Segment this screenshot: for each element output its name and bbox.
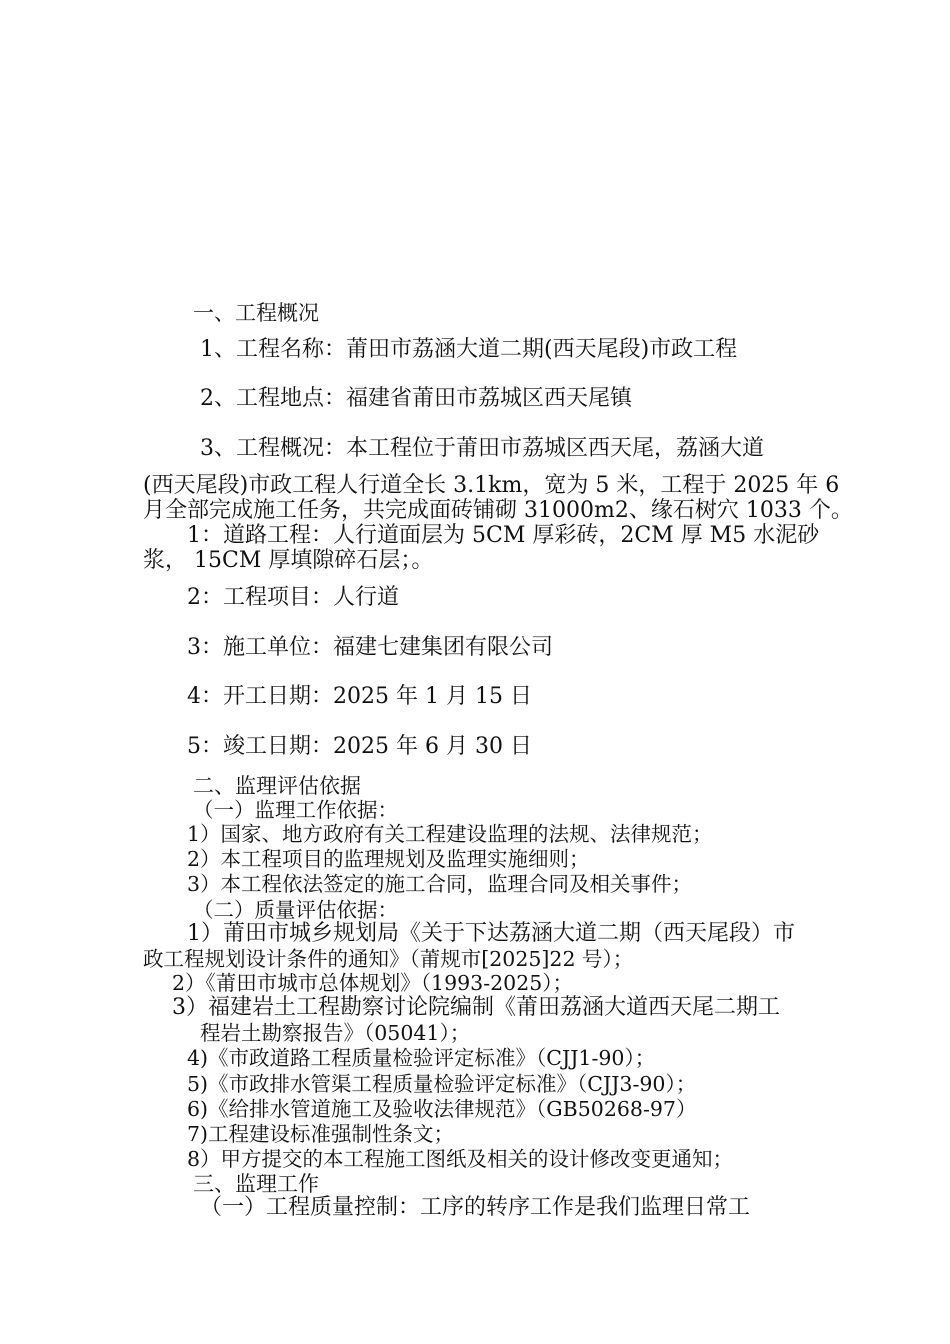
list-item: 5)《市政排水管渠工程质量检验评定标准》（CJJ3-90）；	[187, 1072, 697, 1096]
list-item: 6)《给排水管道施工及验收法律规范》（GB50268-97）	[187, 1097, 697, 1121]
section-heading-basis: 二、监理评估依据	[193, 774, 361, 798]
subsection-heading: （一）监理工作依据：	[193, 798, 398, 822]
road-works-line: 浆， 15CM 厚填隙碎石层；。	[143, 548, 434, 573]
list-item: 8）甲方提交的本工程施工图纸及相关的设计修改变更通知；	[187, 1147, 734, 1171]
contractor-line: 3：施工单位：福建七建集团有限公司	[187, 635, 553, 660]
road-works-line: 1：道路工程：人行道面层为 5CM 厚彩砖，2CM 厚 M5 水泥砂	[187, 523, 820, 548]
start-date-line: 4：开工日期：2025 年 1 月 15 日	[187, 684, 532, 709]
subsection-heading: （二）质量评估依据：	[193, 898, 398, 922]
section-heading-overview: 一、工程概况	[193, 301, 319, 325]
list-item: 7)工程建设标准强制性条文；	[187, 1122, 455, 1146]
list-item: 3）福建岩土工程勘察讨论院编制《莆田荔涵大道西天尾二期工	[172, 995, 780, 1020]
project-item-line: 2：工程项目：人行道	[187, 585, 399, 610]
list-item: 政工程规划设计条件的通知》（莆规市[2025]22 号）；	[143, 947, 634, 971]
list-item: 程岩土勘察报告》（05041）；	[200, 1021, 471, 1045]
project-summary-line: (西天尾段)市政工程人行道全长 3.1km，宽为 5 米，工程于 2025 年 6	[143, 473, 840, 498]
list-item: 2）本工程项目的监理规划及监理实施细则；	[187, 847, 590, 871]
list-item: 2）《莆田市城市总体规划》（1993-2025）；	[172, 971, 574, 995]
completion-date-line: 5：竣工日期：2025 年 6 月 30 日	[187, 734, 532, 759]
list-item: 1）莆田市城乡规划局《关于下达荔涵大道二期（西天尾段）市	[187, 921, 795, 946]
body-paragraph: （一）工程质量控制：工序的转序工作是我们监理日常工	[200, 1195, 751, 1220]
project-summary-line: 月全部完成施工任务，共完成面砖铺砌 31000m2、缘石树穴 1033 个。	[143, 498, 853, 523]
section-heading-supervision: 三、监理工作	[193, 1172, 319, 1196]
list-item: 4)《市政道路工程质量检验评定标准》（CJJ1-90）；	[187, 1046, 656, 1070]
project-name-line: 1、工程名称：莆田市荔涵大道二期(西天尾段)市政工程	[200, 337, 738, 362]
list-item: 3）本工程依法签定的施工合同，监理合同及相关事件；	[187, 872, 693, 896]
list-item: 1）国家、地方政府有关工程建设监理的法规、法律规范；	[187, 822, 713, 846]
project-location-line: 2、工程地点：福建省莆田市荔城区西天尾镇	[200, 386, 632, 411]
project-summary-line: 3、工程概况：本工程位于莆田市荔城区西天尾，荔涵大道	[200, 436, 764, 461]
